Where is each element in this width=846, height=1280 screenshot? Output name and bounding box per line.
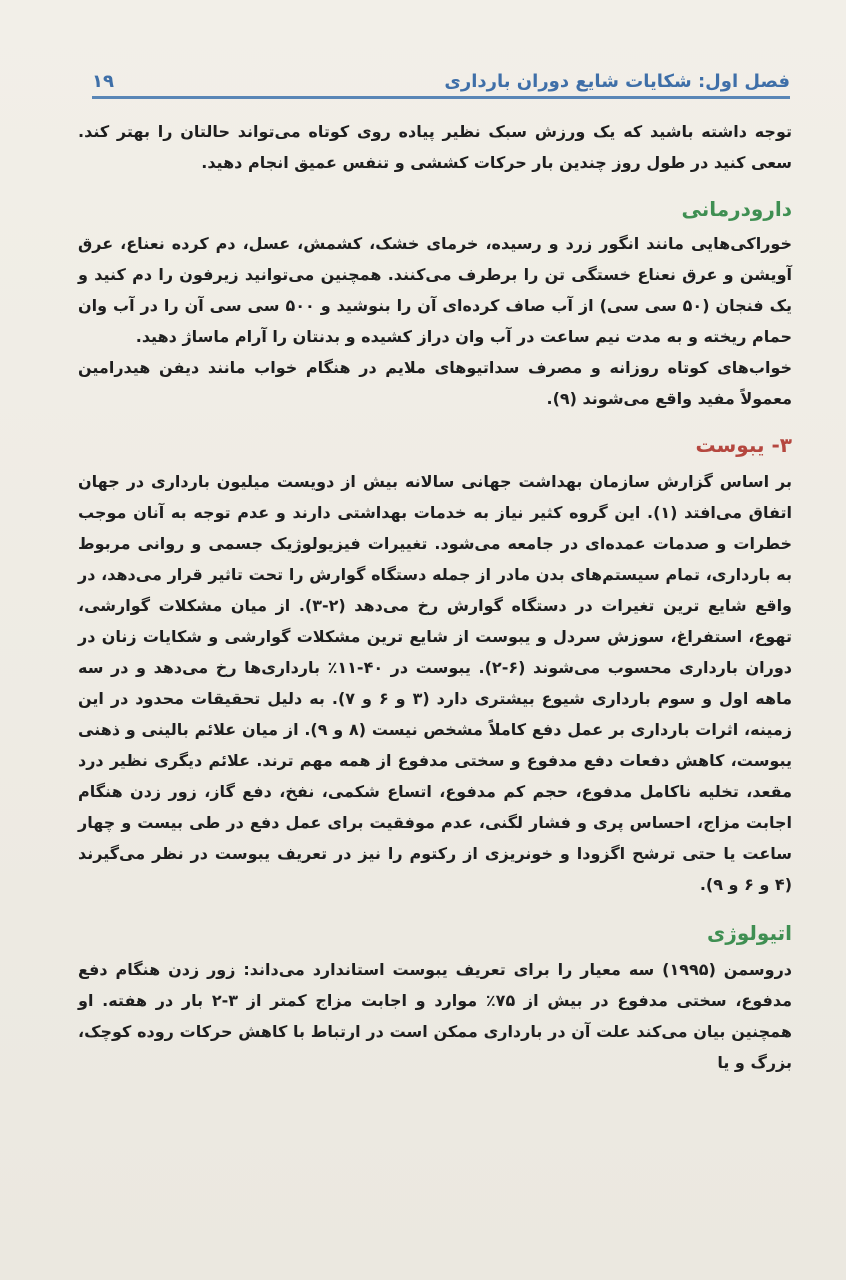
intro-paragraph: توجه داشته باشید که یک ورزش سبک نظیر پیاده روی کوتاه می‌تواند حالتان را بهتر کند. سعی کنید در طول روز چندین بار حرکات کششی و تنفس عمیق انجام دهید.: [78, 122, 792, 172]
page-header: [92, 58, 790, 99]
page-number: ۱۹: [92, 71, 114, 92]
page-content: [78, 116, 792, 1078]
constipation-paragraph: بر اساس گزارش سازمان بهداشت جهانی سالانه بیش از دویست میلیون بارداری در جهان اتفاق می‌افتد (۱). این گروه کثیر نیاز به خدمات بهداشتی دارند و عدم توجه به آنان موجب خطرات و صدمات عمده‌ای در جامعه می‌شود. تغییرات فیزیولوژیک جسمی و روانی مربوط به بارداری، تمام سیستم‌های بدن مادر از جمله دستگاه گوارش را تحت تاثیر قرار می‌دهد، در واقع شایع ترین تغیرات در دستگاه گوارش رخ می‌دهد (۲-۳). از میان مشکلات گوارشی، تهوع، استفراغ، سوزش سردل و یبوست از شایع ترین مشکلات گوارشی و شکایات زنان در دوران بارداری محسوب می‌شوند (۶-۲). یبوست در ۴۰-۱۱٪ بارداری‌ها رخ می‌دهد و در سه ماهه اول و سوم بارداری شیوع بیشتری دارد (۳ و ۶ و ۷). به دلیل تحقیقات محدود در این زمینه، اثرات بارداری بر عمل دفع کاملاً مشخص نیست (۸ و ۹). از میان علائم بالینی و ذهنی یبوست، کاهش دفعات دفع مدفوع و سختی مدفوع از همه مهم ترند. علائم دیگری نظیر درد مقعد، تخلیه ناکامل مدفوع، حجم کم مدفوع، اتساع شکمی، نفخ، دفع گاز، زور زدن هنگام اجابت مزاج، احساس پری و فشار لگنی، عدم موفقیت برای عمل دفع در طی بیست و چهار ساعت یا حتی ترشح اگزودا و خونریزی از رکتوم را نیز در تعریف یبوست در نظر می‌گیرند (۴ و ۶ و ۹).: [78, 472, 793, 894]
section-title-constipation: ۳- یبوست: [695, 433, 792, 457]
section-title-drug-therapy: دارودرمانی: [681, 197, 792, 221]
section-title-etiology: اتیولوژی: [707, 921, 792, 945]
drug-therapy-paragraph-1: خوراکی‌هایی مانند انگور زرد و رسیده، خرمای خشک، کشمش، عسل، دم کرده نعناع، عرق آویشن و عرق نعناع خستگی تن را برطرف می‌کنند. همچنین می‌توانید زیرفون را دم کنید و یک فنجان (۵۰ سی سی) از آب صاف کرده‌ای آن را بنوشید و ۵۰۰ سی سی آن را در آب وان حمام ریخته و به مدت نیم ساعت در آب وان دراز کشیده و بدنتان را آرام ماساژ دهید.: [78, 234, 793, 346]
chapter-title: فصل اول: شکایات شایع دوران بارداری: [444, 71, 790, 92]
etiology-paragraph: دروسمن (۱۹۹۵) سه معیار را برای تعریف یبوست استاندارد می‌داند: زور زدن هنگام دفع مدفوع، سختی مدفوع در بیش از ۷۵٪ موارد و اجابت مزاج کمتر از ۳-۲ بار در هفته. او همچنین بیان می‌کند علت آن در بارداری ممکن است در ارتباط با کاهش حرکات روده کوچک، بزرگ و یا: [78, 960, 793, 1072]
drug-therapy-paragraph-2: خواب‌های کوتاه روزانه و مصرف سداتیوهای ملایم در هنگام خواب مانند دیفن هیدرامین معمولاً مفید واقع می‌شوند (۹).: [78, 358, 792, 408]
